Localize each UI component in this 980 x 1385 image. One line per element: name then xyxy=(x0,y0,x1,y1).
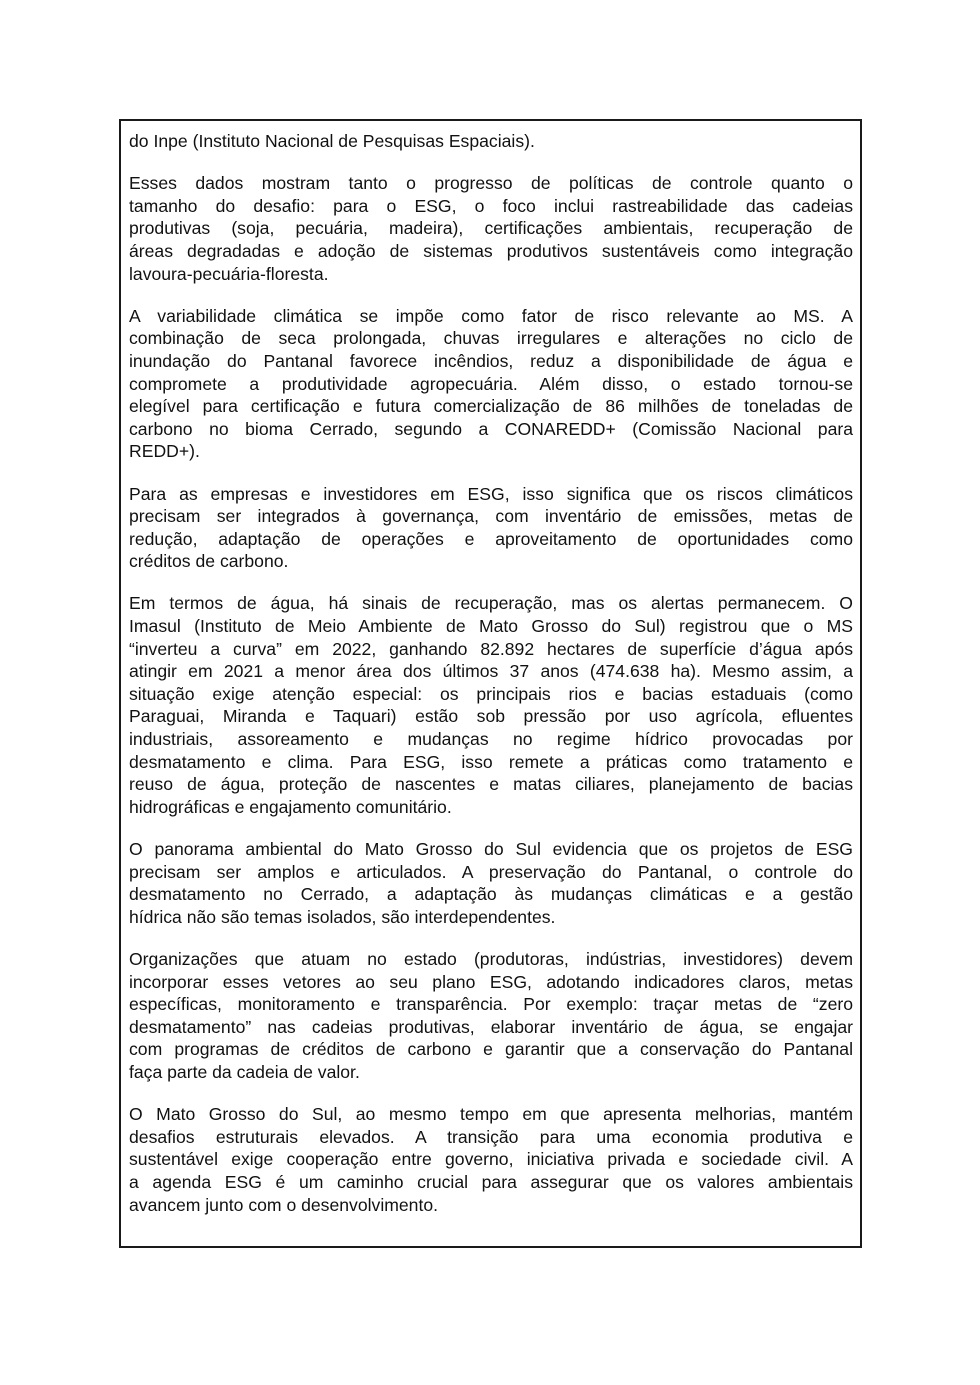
text-line: combinação de seca prolongada, chuvas irregulares e alterações no ciclo de xyxy=(129,328,853,349)
text-line: áreas degradadas e adoção de sistemas produtivos sustentáveis como integração xyxy=(129,240,853,261)
text-line: desmatamento e clima. Para ESG, isso remete a práticas como tratamento e xyxy=(129,751,853,772)
paragraph xyxy=(129,130,853,153)
text-line: desmatamento” nas cadeias produtivas, elaborar inventário de água, se engajar xyxy=(129,1016,853,1037)
text-line: precisam ser amplos e articulados. A preservação do Pantanal, o controle do xyxy=(129,861,853,882)
text-line: A variabilidade climática se impõe como fator de risco relevante ao MS. A xyxy=(129,305,853,326)
text-line: atingir em 2021 a menor área dos últimos 37 anos (474.638 ha). Mesmo assim, a xyxy=(129,661,853,682)
text-line: desmatamento no Cerrado, a adaptação às mudanças climáticas e a gestão xyxy=(129,884,853,905)
text-line: Esses dados mostram tanto o progresso de políticas de controle quanto o xyxy=(129,173,853,194)
text-line: tamanho do desafio: para o ESG, o foco inclui rastreabilidade das cadeias xyxy=(129,195,853,216)
text-line: situação exige atenção especial: os principais rios e bacias estaduais (como xyxy=(129,683,853,704)
text-line: REDD+). xyxy=(129,441,200,462)
text-line: “inverteu a curva” em 2022, ganhando 82.892 hectares de superfície d’água após xyxy=(129,638,853,659)
text-line: a agenda ESG é um caminho crucial para assegurar que os valores ambientais xyxy=(129,1171,853,1192)
text-line: Para as empresas e investidores em ESG, isso significa que os riscos climáticos xyxy=(129,483,853,504)
text-line: industriais, assoreamento e mudanças no regime hídrico provocadas por xyxy=(129,729,853,750)
text-line: lavoura-pecuária-floresta. xyxy=(129,263,329,284)
text-line: avancem junto com o desenvolvimento. xyxy=(129,1194,439,1215)
text-frame xyxy=(119,119,862,1248)
paragraph xyxy=(129,948,853,1084)
text-line: O Mato Grosso do Sul, ao mesmo tempo em que apresenta melhorias, mantém xyxy=(129,1104,853,1125)
text-line: hídrica não são temas isolados, são interdependentes. xyxy=(129,906,556,927)
text-line: inundação do Pantanal favorece incêndios, reduz a disponibilidade de água e xyxy=(129,350,853,371)
text-line: O panorama ambiental do Mato Grosso do Sul evidencia que os projetos de ESG xyxy=(129,839,853,859)
text-line: do Inpe (Instituto Nacional de Pesquisas Espaciais). xyxy=(129,131,535,151)
document-body xyxy=(129,130,853,1236)
text-line: Organizações que atuam no estado (produtoras, indústrias, investidores) devem xyxy=(129,948,853,969)
text-line: produtivas (soja, pecuária, madeira), certificações ambientais, recuperação de xyxy=(129,218,853,239)
paragraph xyxy=(129,483,853,573)
text-line: incorporar esses vetores ao seu plano ESG, adotando indicadores claros, metas xyxy=(129,971,853,992)
text-line: Paraguai, Miranda e Taquari) estão sob pressão por uso agrícola, efluentes xyxy=(129,706,853,727)
text-line: Em termos de água, há sinais de recuperação, mas os alertas permanecem. O xyxy=(129,593,853,614)
paragraph xyxy=(129,1103,853,1216)
text-line: Imasul (Instituto de Meio Ambiente de Mato Grosso do Sul) registrou que o MS xyxy=(129,616,853,637)
text-line: créditos de carbono. xyxy=(129,551,289,572)
text-line: redução, adaptação de operações e aproveitamento de oportunidades como xyxy=(129,528,853,549)
paragraph xyxy=(129,305,853,463)
text-line: desafios estruturais elevados. A transição para uma economia produtiva e xyxy=(129,1126,853,1147)
text-line: sustentável exige cooperação entre governo, iniciativa privada e sociedade civil. A xyxy=(129,1149,853,1170)
text-line: hidrográficas e engajamento comunitário. xyxy=(129,796,452,817)
text-line: com programas de créditos de carbono e garantir que a conservação do Pantanal xyxy=(129,1039,853,1060)
text-line: elegível para certificação e futura comercialização de 86 milhões de toneladas de xyxy=(129,396,853,417)
text-line: compromete a produtividade agropecuária. Além disso, o estado tornou-se xyxy=(129,373,853,394)
text-line: faça parte da cadeia de valor. xyxy=(129,1061,360,1082)
text-line: precisam ser integrados à governança, com inventário de emissões, metas de xyxy=(129,506,853,527)
text-line: reuso de água, proteção de nascentes e matas ciliares, planejamento de bacias xyxy=(129,774,853,795)
paragraph xyxy=(129,172,853,285)
text-line: específicas, monitoramento e transparência. Por exemplo: traçar metas de “zero xyxy=(129,994,853,1015)
text-line: carbono no bioma Cerrado, segundo a CONAREDD+ (Comissão Nacional para xyxy=(129,418,853,439)
paragraph xyxy=(129,838,853,928)
paragraph xyxy=(129,592,853,818)
